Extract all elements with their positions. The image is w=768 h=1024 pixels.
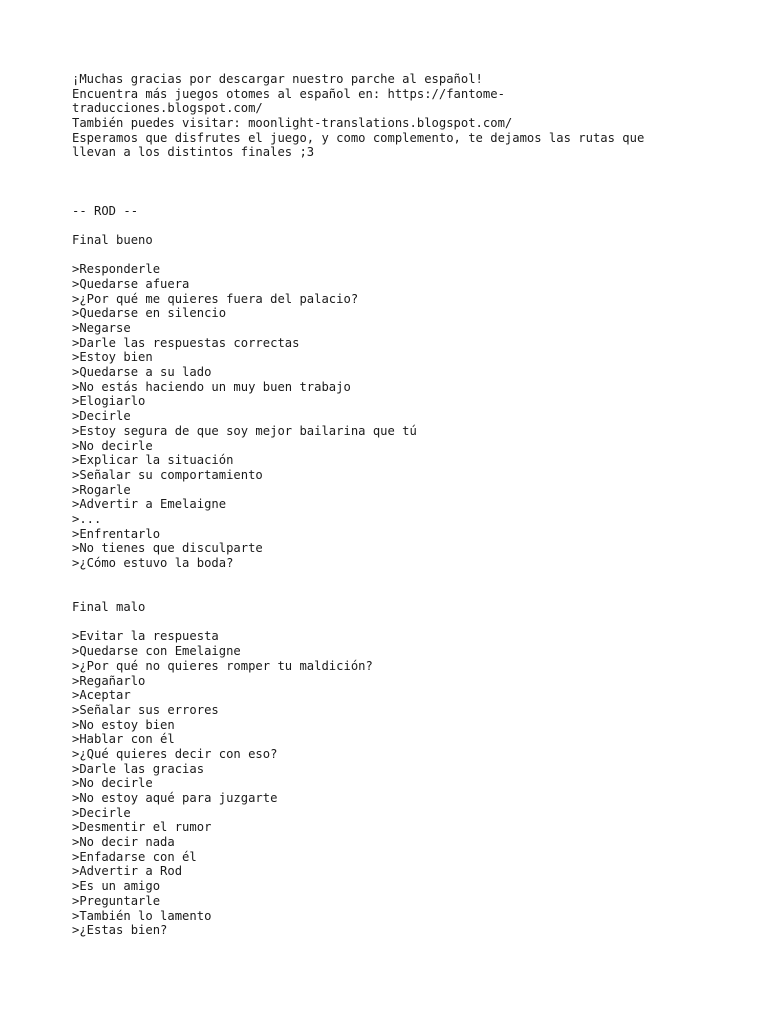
intro-line: ¡Muchas gracias por descargar nuestro parche al español! xyxy=(72,72,483,86)
spacer xyxy=(72,585,696,600)
choice-item: >No decirle xyxy=(72,776,153,791)
choice-item: >Quedarse con Emelaigne xyxy=(72,644,241,659)
bad-ending-title: Final malo xyxy=(72,600,146,615)
choice-item: >Elogiarlo xyxy=(72,394,146,409)
choice-item: >Negarse xyxy=(72,321,131,335)
choice-item: >... xyxy=(72,511,102,526)
spacer xyxy=(72,248,696,263)
choice-item: >No tienes que disculparte xyxy=(72,541,263,556)
choice-item: >Advertir a Emelaigne xyxy=(72,497,227,512)
choice-item: >No decirle xyxy=(72,438,153,453)
choice-item: >También lo lamento xyxy=(72,908,212,923)
choice-item: >No estoy bien xyxy=(72,717,175,732)
choice-item: >Responderle xyxy=(72,262,161,277)
choice-item: >Es un amigo xyxy=(72,879,161,894)
choice-item: >Evitar la respuesta xyxy=(72,629,219,644)
intro-line: traducciones.blogspot.com/ xyxy=(72,101,263,116)
choice-item: >Enfrentarlo xyxy=(72,526,161,541)
choice-item: >Darle las gracias xyxy=(72,761,205,776)
choice-item: >Aceptar xyxy=(72,688,131,703)
choice-item: >Preguntarle xyxy=(72,893,161,908)
good-ending-choices xyxy=(72,262,696,570)
choice-item: >¿Por qué me quieres fuera del palacio? xyxy=(72,291,359,306)
spacer xyxy=(72,615,696,630)
intro-line: También puedes visitar: moonlight-translations.blogspot.com/ xyxy=(72,116,513,131)
choice-item: >Decirle xyxy=(72,409,131,424)
choice-item: >¿Cómo estuvo la boda? xyxy=(72,556,234,570)
bad-ending-choices xyxy=(72,629,696,937)
good-ending-title: Final bueno xyxy=(72,232,153,247)
choice-item: >Estoy segura de que soy mejor bailarina que tú xyxy=(72,423,417,438)
choice-item: >Desmentir el rumor xyxy=(72,820,212,835)
choice-item: >Decirle xyxy=(72,805,131,820)
spacer xyxy=(72,218,696,233)
intro-line: Esperamos que disfrutes el juego, y como complemento, te dejamos las rutas que xyxy=(72,130,645,145)
choice-item: >Advertir a Rod xyxy=(72,864,183,879)
choice-item: >Rogarle xyxy=(72,482,131,497)
choice-item: >¿Por qué no quieres romper tu maldición? xyxy=(72,658,373,673)
choice-item: >¿Qué quieres decir con eso? xyxy=(72,746,278,761)
choice-item: >¿Estas bien? xyxy=(72,923,168,938)
choice-item: >Regañarlo xyxy=(72,673,146,688)
choice-item: >Quedarse afuera xyxy=(72,276,190,291)
choice-item: >Quedarse a su lado xyxy=(72,365,212,380)
spacer xyxy=(72,175,696,190)
choice-item: >Explicar la situación xyxy=(72,453,234,468)
choice-item: >No estoy aqué para juzgarte xyxy=(72,791,278,805)
document-page xyxy=(72,72,696,938)
choice-item: >Señalar sus errores xyxy=(72,702,219,717)
choice-item: >Señalar su comportamiento xyxy=(72,467,263,482)
intro-block xyxy=(72,72,696,160)
spacer xyxy=(72,571,696,586)
choice-item: >Estoy bien xyxy=(72,350,153,365)
choice-item: >Enfadarse con él xyxy=(72,849,197,864)
choice-item: >Hablar con él xyxy=(72,732,175,747)
spacer xyxy=(72,160,696,175)
route-heading: -- ROD -- xyxy=(72,203,139,218)
choice-item: >No estás haciendo un muy buen trabajo xyxy=(72,379,351,394)
intro-line: Encuentra más juegos otomes al español en: https://fantome- xyxy=(72,86,505,101)
choice-item: >Darle las respuestas correctas xyxy=(72,335,300,350)
choice-item: >Quedarse en silencio xyxy=(72,306,227,321)
choice-item: >No decir nada xyxy=(72,835,175,850)
intro-line: llevan a los distintos finales ;3 xyxy=(72,145,315,160)
